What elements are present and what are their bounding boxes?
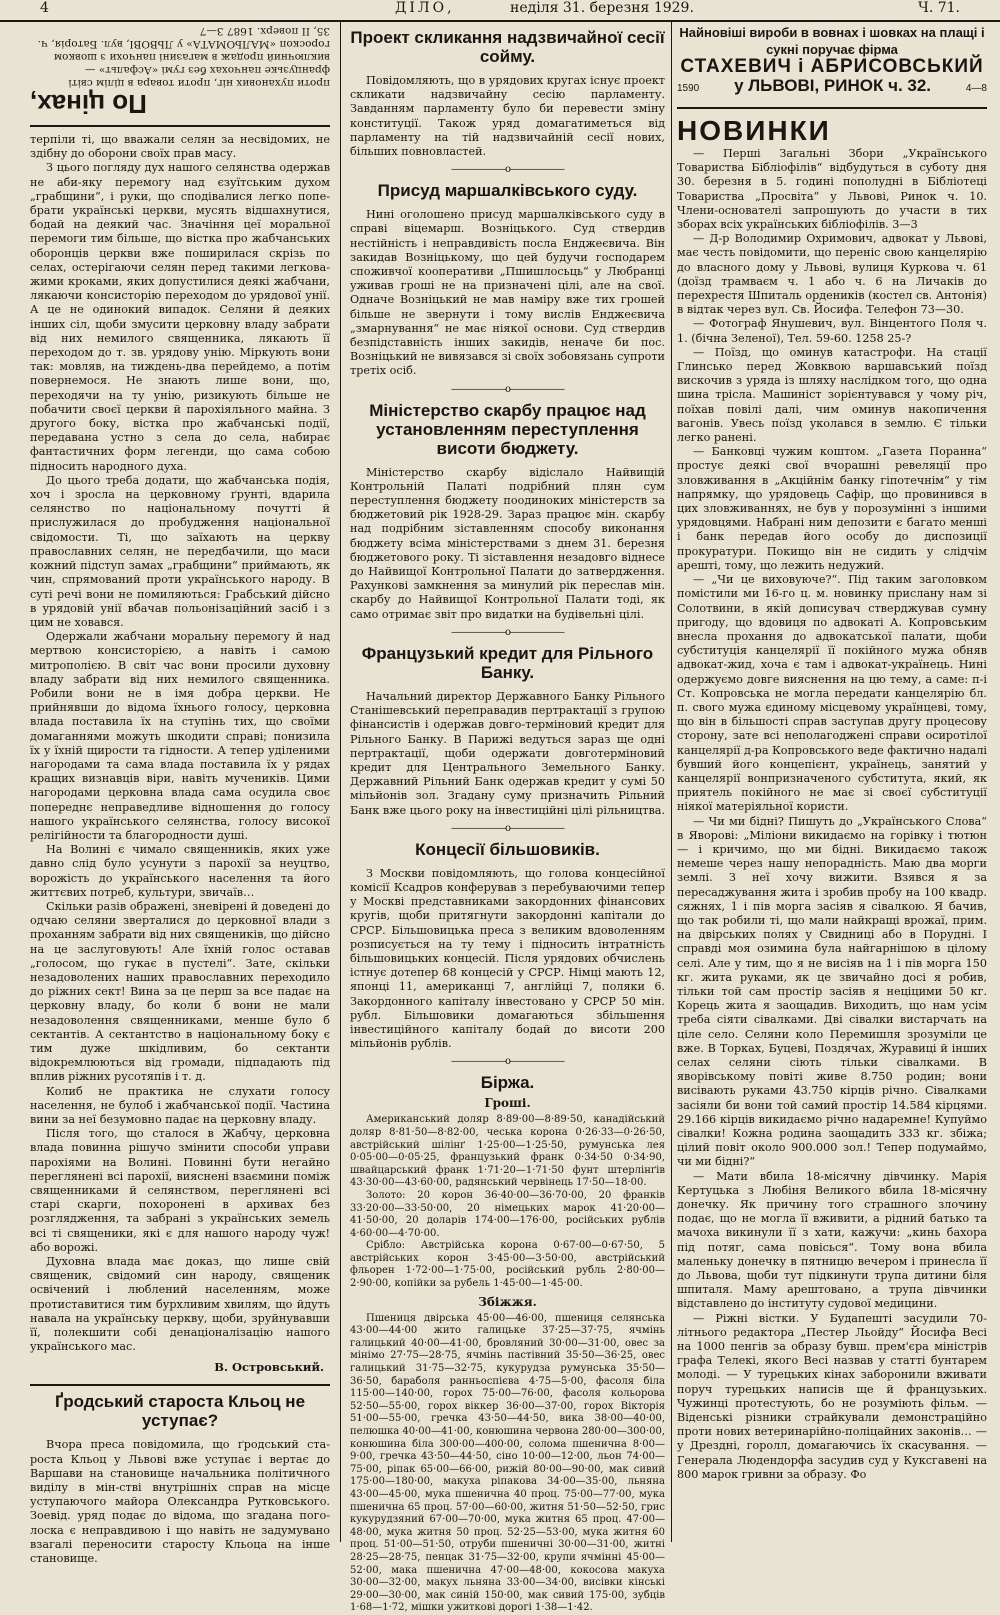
column-right bbox=[677, 24, 987, 1544]
article-headline: Французький кредит для Рільного Банку. bbox=[361, 643, 654, 682]
article-headline: Ґродський староста Кльоц не уступає? bbox=[54, 1392, 306, 1431]
divider-line bbox=[30, 1384, 330, 1386]
issue-date: неділя 31. березня 1929. bbox=[510, 0, 694, 16]
ad-address: у ЛЬВОВІ, РИНОК ч. 32. bbox=[734, 76, 932, 95]
page-header bbox=[0, 0, 1000, 22]
article-paragraph: Одержали жабчани моральну перемогу й над мертвою консисторією, а навіть і самою митрополією. В світ час вони просили духовну владу забрати від них немилого священника. Робили вони не в імя добра церкви. Не прийнявши до відома їхнього голосу, церковна влада поставила їх на ступінь тих, що своїми домаганнями можуть шкодити справі; понизила їх у їхній щирости та гідности. А тепер уділеними нагородами та сама влада поставила їх у рядах кращих визнавців віри, навіть мучеників. Цими нагородами церковна влада сама осудила своє попереднє неправедливе відношення до голосу нашого українського селянства, голосу високої релігійности та благородности душі. bbox=[30, 630, 330, 842]
ad-firm-name: СТАХЕВИЧ і АБРИСОВСЬКИЙ bbox=[680, 56, 984, 77]
article-paragraph: З цього погляду дух нашого селянства одержав не аби-яку перемогу над єзуїтським духом „грабщини“, і руки, що сподівалися легко попебрати українські церкви, мусять відшахнутися, бодай на деякий час. Значіння цеї моральної перемоги тим більше, що вістка про жабчанських оборонців церкви вже поширилася скрізь по селах, остерігаючи селян перед такими легковажими кроками, яких допустилися деякі жабчани, лякаючи консисторію переходом до урядової унії. А це не одинокий випадок. Селяни й деяких інших сіл, щоби змусити церковну владу забрати від них немилого священника, лякають її переходом до т. зв. урядову унію. Міркують вони так: мовляв, на тиждень-два перейдемо, а потім повернемося. Не знають лише вони, що, переходячи на ту унію, ризикують більше не побачити своєї церкви й парохіяльного майна. З другого боку, вістка про жабчанські події, передавана устно з села до села, набирає фантастичних форм легенди, що сама собою підносить народного духа. bbox=[30, 161, 330, 473]
news-item: — Чи ми бідні? Пишуть до „Українського Слова“ в Яворові: „Міліони викидаємо на горівку і тютюн — і кричимо, що ми бідні. Викидаємо також немеше через нашу непорадність. Маю два морги землі. З неї хочу вижити. Взявся я за пересаджування жита і зробив пробу на 100 квадр. сяжнях, 1 і пів морга засіяв я сівалкою. Я бачив, що так робили ті, що мали найкращі врожаї, прим. на двірських полях у Свидниці або в Порудні. І справді моя озимина була найгарнішою в цілому селі. Але у тим, що я не висіяв на 1 і пів морга 150 кг. жита руками, як це звичайно досі я робив, тільки той сам простір засіяв я неціцими 50 кг. Корець жита я заощадив. Виходить, що нам усім треба сіяти сівалками. Дві сівалки вистарчать на ціле село. Селяни коло Перемишля зрозуміли це вже. В Торках, Буцеві, Поздячах, Журавиці й інших селах селяни сіють тільки сівалками. В яворівському повіті живе 8.750 родин; вони висівають руками 43.750 кірців річно. Сівалками засіяли би вони той самий простір 14.584 кірцями. 29.166 кірців викидаємо річно надаремне! Купуймо сівалки! Кожна родина заощадить 333 кг. збіжа; цілий повіт около 900.000 зол.! Тепер подумаймо, чи ми бідні?“ bbox=[677, 814, 987, 1169]
article-paragraph: Повідомляють, що в урядових кругах іcнує проект скликати надзвичайну сесію парламенту. Завданням парламенту було би перевести зміну конституції. Також уряд домагатиметься від парламенту на тій надзвичайній сесії нових, більших повновластей. bbox=[350, 74, 665, 159]
news-item: — Банковці чужим коштом. „Газета Поранна“ простує деякі свої вчорашні ревеляції про зловживання в „Акційнім банку гіпотечнім“ у тім напрямку, що урядовець Сафір, що провинився в цих зловживаннях, не був у порозумінні з іншими урядовцями. Набрані ним депозити є багато менші і банк передав його особу до диспозиції прокуратури. Покищо він не сидить у слідчім арешті, тому, що лежить недужий. bbox=[677, 445, 987, 572]
news-item: — „Чи це виховуюче?“. Під таким заголовком помістили ми 16-го ц. м. новинку прислану нам зі Солотвини, в якій дописувач стверджував сумну пригоду, що вдовиця по адвокаті А. Копровським внесла прохання до адвокатської палати, щоби субституція канцелярії її покійного мужа обняв адвокат-жид, хоча є там і адвокат-українець. Нині одержуємо довге вияснення на цю тему, а саме: п-і Ст. Копровська не могла передати канцелярію бл. п. свого мужа єдиному місцевому українцеві, тому, що він в більшості справ заступав другу процесову сторону, зате всі неполагоджені справи осиротілої канцелярії д-ра Копровського веде фактично надалі бувший його концепієнт, українець, занятий у канцелярії вонпризначеного субститута, який, як приятель покійного не має зі своєї субституції ніякої матеріяльної користи. bbox=[677, 573, 987, 814]
article-paragraph: Колиб не практика не слухати голосу населення, не булоб і жабчанської події. Частина вини за неї безумовно падає на церковну владу. bbox=[30, 1084, 330, 1127]
author-signature: В. Островський. bbox=[214, 1360, 324, 1375]
news-item: — Перші Загальні Збори „Українського Товариства Бібліофілів“ відбудуться в суботу дня 30. березня в 5. годині пополудні в Бібліотеці Товариства „Просвіта“ у Львові, Ринок ч. 10. Члени-основателі запрошують до участи в тих зборах всіх українських бібліофілів. 3—3 bbox=[677, 147, 987, 232]
prices-heading: По цінах, bbox=[30, 89, 147, 119]
grain-subheading: Збіжжя. bbox=[478, 1294, 537, 1309]
article-headline: Проект скликання надзвичайної сесії сойму. bbox=[350, 28, 665, 66]
article-paragraph: На Волині є чимало священників, яких уже давно слід було усунути з парохії за неуцтво, ворожість до українського населення та його життєвих потреб, культури, звичаїв… bbox=[30, 843, 330, 899]
article-paragraph: терпіли ті, що вважали селян за несвідомих, не здібну до оборони своїх прав масу. bbox=[30, 133, 330, 161]
silver-rates: Срібло: Австрійська корона 0·67·00—0·67·50, 5 австрійських корон 3·45·00—3·50·00, австрійський фльорен 1·72·00—1·75·00, російський рубль 2·80·00—2·90·00, копійки за рубель 1·45·00—1·45·00. bbox=[350, 1240, 665, 1290]
exchange-section bbox=[350, 1073, 665, 1615]
ad-code: 4—8 bbox=[965, 83, 987, 94]
column-left bbox=[30, 24, 330, 1566]
exchange-headline: Біржа. bbox=[480, 1073, 535, 1093]
column-rule bbox=[340, 22, 341, 1542]
upside-down-advertisement bbox=[30, 24, 330, 119]
column-middle bbox=[350, 24, 666, 1614]
news-item: — Фотограф Янушевич, вул. Вінцентого Поля ч. 1. (бічна Зеленої), Тел. 59-60. 1258 25-? bbox=[677, 317, 987, 345]
article-paragraph: Нині оголошено присуд маршалківського суду в справі віцемарш. Возніцького. Суд ствердив нестійність і неправдивість посла Енджеєвича. Він закидав Возніцькому, що цей будучи господарем споживчої кооперативи „Пшишлосьць“ у Любранці уживав гроші не на призначені цілі, але на свої. Одначе Возніцький не мав наміру вже тих грошей більше не звернути і тому вислів Енджеєвича „змарнування“ не має ніякої основи. Суд ствердив безпідставність інших закидів, неначе би пос. Возніцький не вивязався зі своїх зобовязань супроти третіх осіб. bbox=[350, 208, 665, 378]
ad-text: Найновіші вироби в вовнах і шовках на плащі і сукні поручає фірма bbox=[679, 25, 985, 57]
article-headline: Міністерство скарбу працює над установленням переступлення висоти бюджету. bbox=[369, 400, 646, 458]
prices-ad-text: проти пуханових ніг, проти товара в цілім світі французьке панчохах без гумі «Асфальт» — виключний продаж в магазині панчохи з шовком гороскоп «МАЛЬОМАТА» у ЛЬВОВІ, вул. Баторія, ч. 35, II поверх. 1687 3—7 bbox=[37, 25, 330, 89]
article-paragraph: Духовна влада має доказ, що лише свій священик, свідомий син народу, священик освічений і люблений населенням, може протиставитися тим бурхливим хвилям, що йдуть навала на українську церкву, щоби, зруйнувавши її, полекшити собі денаціоналізацію нашого українського мас. bbox=[30, 1255, 330, 1354]
article-paragraph: Скільки разів ображені, зневірені й доведені до одчаю селяни зверталися до церковної влади з проханням забрати від них священиків, що дійсно на це заслуговують! Але їхній голос оставав „голосом, що гукає в пустелі“. Зате, скільки незадоволених наших православних переходило до ріжних сект! Вина за це перш за все падає на церковну владу, бо коли б вони не мали незадоволення священниками, менше було б сектантів. А сектантство в національному боку є тим дуже шкідливим, бо сектанти відокремлюються від громади, підпадають під вплив ріжних русотяпів і т. д. bbox=[30, 899, 330, 1084]
ornament-divider: ——————o—————— bbox=[450, 1056, 565, 1068]
ornament-divider: ——————o—————— bbox=[450, 822, 565, 834]
news-item: — Д-р Володимир Охримович, адвокат у Львові, має честь повідомити, що переніс свою канцелярію до власного дому у Львові, вулиця Куркова ч. 61 (доїзд трамваєм ч. 1 або ч. 6 на Личаків до перехрестя Шпиталь ордеників (костел св. Антонія) в відтак через вул. Св. Йосифа. Телефон 73—30. bbox=[677, 232, 987, 317]
money-rates: Американський доляр 8·89·00—8·89·50, канадійський доляр 8·81·50—8·82·00, чеська корона 0·26·33—0·26·50, австрійський шілінґ 1·25·00—1·25·50, румунська лея 0·05·00—0·05·25, французький франк 0·34·50 0·34·90, швайцарський франк 1·71·20—1·71·50 фунт штерлінґів 43·30·00—43·60·00, радянський червінець 17·50—18·00. bbox=[350, 1114, 665, 1189]
column-rule bbox=[671, 22, 672, 1542]
newspaper-title: ДІЛО, bbox=[395, 0, 455, 16]
ornament-divider: ——————o—————— bbox=[450, 626, 565, 638]
divider-line bbox=[30, 125, 330, 127]
ad-address-line bbox=[677, 77, 987, 97]
article-paragraph: До цього треба додати, що жабчанська подія, хоч і зросла на церковному ґрунті, вдарила селянство по національному почутті й прислужилася до пробудження національної свідомости. Ті, що заїхають на церкву православних селян, не передбачили, що маси кожний підступ замах „грабщини“ приймають, як чин, спрямований проти українського народу. В суті речі вони не помиляються: Грабський дійсно в урядовій унії вбачав польонізаційний засіб і з цим не ховався. bbox=[30, 473, 330, 629]
ad-number: 1590 bbox=[677, 83, 700, 94]
article-paragraph: Вчора преса повідомила, що ґродський староста Кльоц у Львові вже уступає і вертає до Варшави на становище начальника політичного виділу в мін-стві внутрішніх справ на місце уступаючого майора Олександра Рутковського. Зоевід. уряд подає до відома, що згадана поголоска є неправдивою і що навіть не задумувано взагалі переносити старосту Кльоца на інше становище. bbox=[30, 1438, 330, 1566]
page-number: 4 bbox=[40, 0, 49, 16]
article-paragraph: Після того, що сталося в Жабчу, церковна влада повинна рішучо змінити способи управи парохіями на Волині. Повинні бути негайно переглянені всі парохії, вияснені взаємини поміж священниками й селянством, переглянені всі старі скарги, похоронені в архивах без розглядження, та забрані з українських земель всі ті священики, які є для нашого народу чуж! або ворожі. bbox=[30, 1127, 330, 1254]
grain-rates: Пшениця двірська 45·00—46·00, пшениця селянська 43·00—44·00 жито галицьке 37·25—37·75, ячмінь галицький 40·00—41·00, бровляний 30·00—31·00, овес за мінімо 27·75—28·75, ячмінь пастівний 35·50—36·25, овес галицький 31·75—32·75, кукурудза румунська 35·50—36·50, бараболя ранньоспієва 4·75—5·00, фасоля біла 115·00—140·00, горох 75·00—76·00, фасоля кольорова 52·50—55·00, горох віккер 36·00—37·00, горох Вікторія 51·00—55·00, гречка 43·50—44·50, вика 38·00—40·00, пелюшка 40·00—41·00, конюшина червона 280·00—300·00, конюшина біла 300·00—400·00, солома пшенична 8·00—9·00, гречка 43·50—44·50, сіно 10·00—12·00, льон 74·00—75·00, ріпак 65·00—66·00, рижій 80·00—90·00, мак сивий 175·00—180·00, макуха ріпакова 34·00—35·00, льняна 43·00—45·00, мука пшенична 40 проц. 75·00—77·00, мука пшенична 65 проц. 57·00—60·00, житня 51·50—52·50, грис кукурудзяний 67·00—70·00, мука житня 65 проц. 47·00—48·00, мука житня 50 проц. 52·25—53·00, мука житня 60 проц. 51·00—51·50, отруби пшеничні 30·00—31·00, житні 28·25—28·75, пенцак 31·75—32·00, крупи ячмінні 45·00—52·00, мака пшенична 47·00—48·00, кокосова макуха 30·00—32·00, макух льняна 33·00—34·00, висівки кінські 29·00—30·00, мак синій 150·00, мак сивий 175·00, зубців 1·68—1·72, мішки ужиткові дорогі 1·38—1·42. bbox=[350, 1312, 665, 1614]
article-headline: Концесії більшовиків. bbox=[415, 839, 600, 859]
ornament-divider: ——————o—————— bbox=[450, 164, 565, 176]
news-item: — Поїзд, що оминув катастрофи. На стації Глинсько перед Жовквою варшавський поїзд вискочив з уряда із шляху наслідком того, що одна шина тріcла. Машиніст зорієнтувався у чому річ, поїхав повілі далі, чим оминув накопичення вагонів. Увесь поїзд уколався в землю. Є тільки легко ранені. bbox=[677, 345, 987, 445]
gold-rates: Золото: 20 корон 36·40·00—36·70·00, 20 франків 33·20·00—33·50·00, 20 німецьких марок 41·20·00—41·50·00, 20 доларів 174·00—176·00, російських рублів 4·60·00—4·70·00. bbox=[350, 1189, 665, 1239]
news-section-title: НОВИНКИ bbox=[677, 107, 987, 147]
news-item: — Ріжні вістки. У Будапешті засудили 70-літнього редактора „Пестер Льойду“ Йосифа Весі на 1000 пенгів за образу бувш. прем'єра міністрів графа Телекі, якого Весі назвав у статті бунтарем молоді. — У турецьких кінах заборонили вживати поруч турецьких написів ще й французьких. Чужинці протестують, бо не розуміють фільм. — Віденські різники страйкували демонстраційно проти нових ветеринарійно-поліцайних законів… — у Дрездні, горолл, домагаючись їх скасування. — Генерала Людендорфа засудив суд у Кукcгавені на 800 марок гривни за образу. Фо bbox=[677, 1311, 987, 1481]
article-paragraph: Міністерство скарбу відіслало Найвищій Контрольній Палаті подрібний плян сум переступлення бюджету поодиноких міністерств за бюджетовий рік 1928-29. Зараз працює мін. скарбу над подрібним зіставленням способу виконання бюджету всіма міністерствами з днем 31. березня бюджетового року. Ті зіставлення незадовго віднесе до Найвищої Контрольної Палати до затвердження. Рахункові замкнення за минулий рік переслав мін. скарбу до Найвищої Контрольної Палати тоді, як само отримає звіт про видатки на будівельні цілі. bbox=[350, 465, 665, 621]
article-headline: Присуд маршалківського суду. bbox=[377, 181, 638, 201]
article-paragraph: Начальний директор Державного Банку Рільного Станішевський переправадив пертрактації з групою фінансистів і одержав довго-терміновий кредит для Рільного Банку. В Парижі ведуться зараз ще одні пертрактації, щоби одержати довготерміновий кредит для Центрального Земельного Банку. Державний Рільний Банк одержав кредит у сумі 50 мільйонів зол. Згадану суму призначить Рільний Банк вже цього року на інвестиційні цілі рільництва. bbox=[350, 689, 666, 817]
ornament-divider: ——————o—————— bbox=[450, 383, 565, 395]
article-paragraph: З Москви повідомляють, що голова концесійної комісії Ксадров конферував з перебуваючими тепер у Москві представниками закордонних фінансових кругів, щоби притягнути закордонні капітали до СРСР. Більшовицька преса з великим вдоволенням розписується на ту тему і підносить інтратність більшовицьких концесій. Після урядових обчислень істнує дотепер 68 концесій у СРСР. Німці мають 12, японці 11, американці 7, англійці 7, поляки 6. Закордонного капіталу інвестовано у СРСР 50 мін. рубл. Більшовики домагаються збільшення інвестиційного капіталу бодай до висоти 200 мільйонів рублів. bbox=[350, 866, 665, 1051]
issue-number: Ч. 71. bbox=[918, 0, 960, 16]
money-subheading: Гроші. bbox=[484, 1096, 531, 1111]
news-item: — Мати вбила 18-місячну дівчинку. Марія Кертуцька з Любіня Великого вбила 18-місячну донечку. Як причину того страшного злочину подає, що не могла її вживити, а рідний батько та мачоха викинули її з хати, кажучи: „кинь бахора під потяг, сама повісься“. Тому вона вбила маленьку донечку в пятницю вечером і принесла її до Львова, щоби тут підкинути трупа дитини біля шпиталя. Маму арештовано, а трупа дівчинки відставлено до інституту судової медицини. bbox=[677, 1169, 987, 1311]
shop-advertisement bbox=[677, 24, 987, 97]
